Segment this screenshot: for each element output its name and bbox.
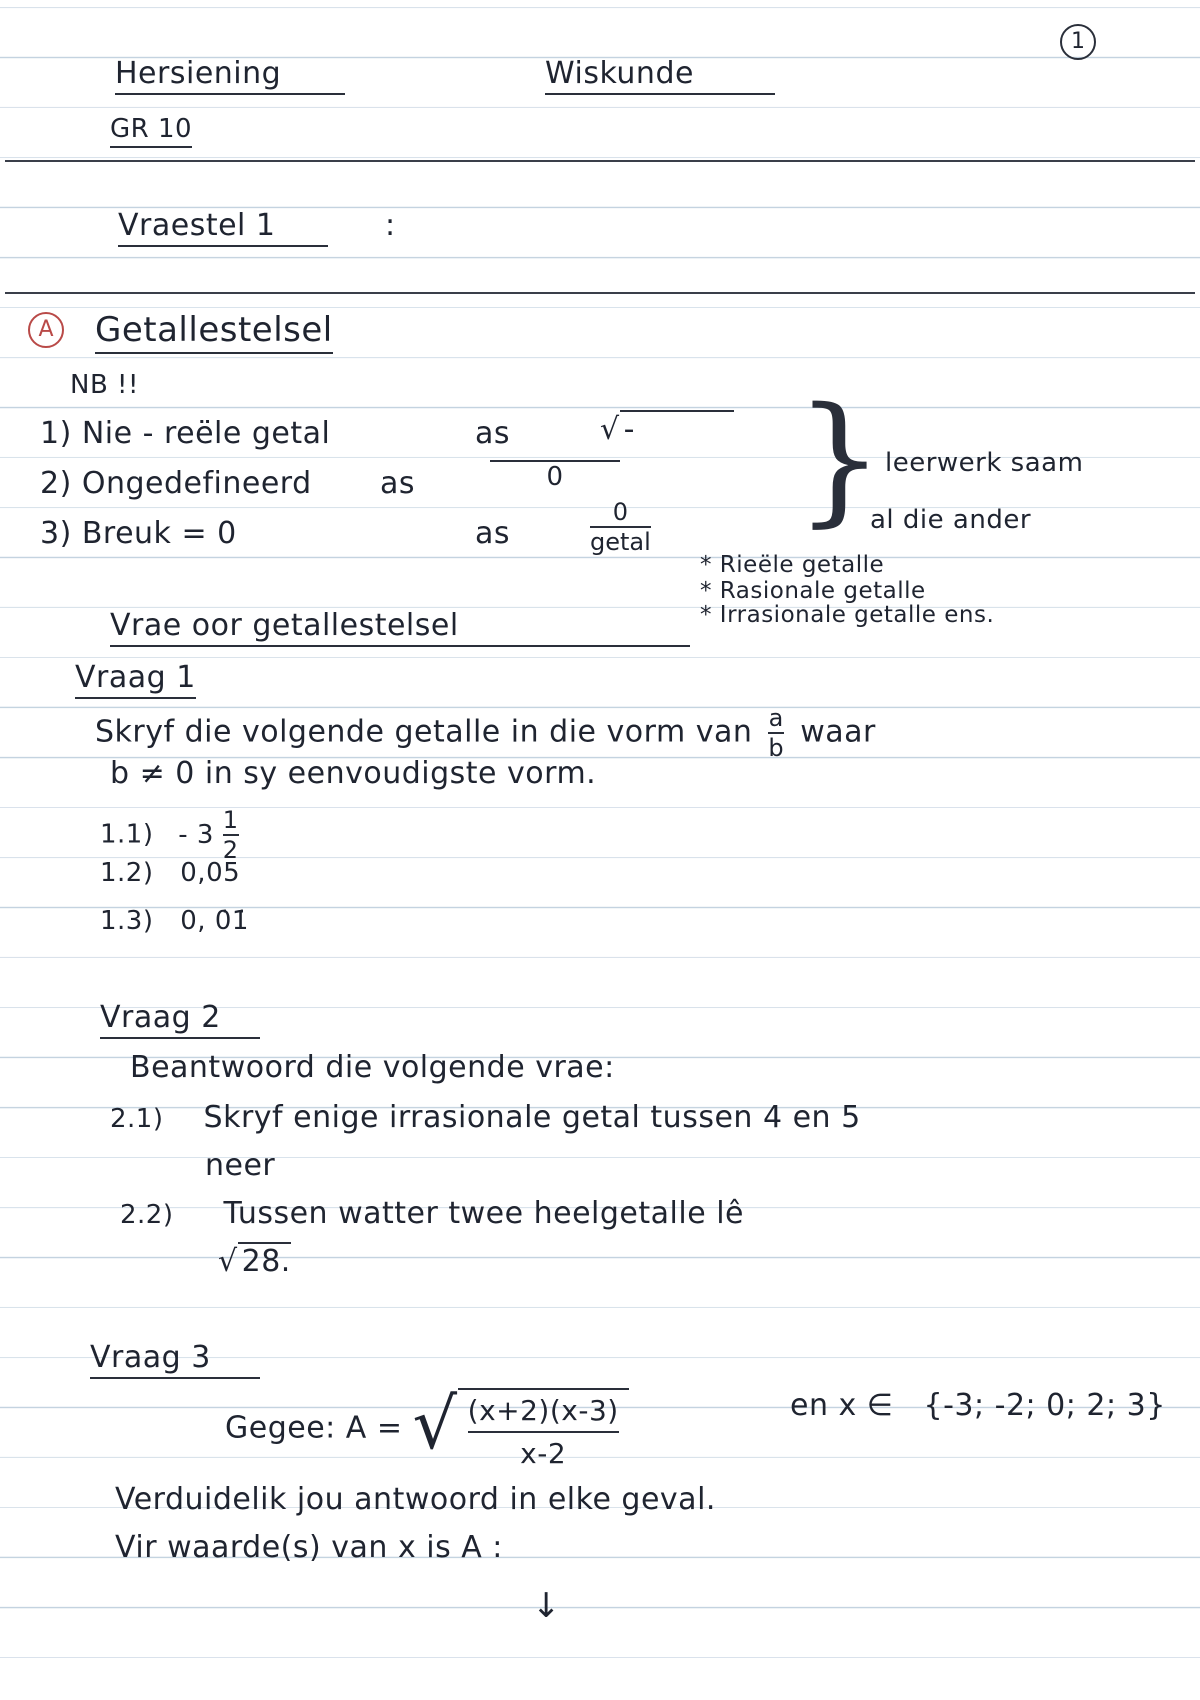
page-heading-left: Hersiening [115, 56, 345, 95]
rule-item-2-math [490, 460, 620, 492]
header-divider [5, 160, 1195, 162]
q3-sqrt-symbol: √ [412, 1383, 458, 1465]
brace-note-1: leerwerk saam [885, 448, 1084, 478]
question-2-instruction: Beantwoord die volgende vrae: [130, 1050, 615, 1085]
number-type-2: * Rasionale getalle [700, 578, 926, 604]
q2-item-2 [120, 1196, 744, 1231]
nb-note: NB !! [70, 370, 139, 400]
rule-item-2-as: as [380, 466, 416, 501]
part-badge [28, 312, 64, 348]
rule-item-1-math [600, 410, 734, 447]
q1-item-2 [100, 858, 240, 888]
part-letter: A [28, 312, 64, 348]
number-type-3: * Irrasionale getalle ens. [700, 602, 995, 628]
q1-item-3 [100, 906, 249, 936]
rule-item-3-math [590, 500, 651, 554]
q3-instruction-1: Verduidelik jou antwoord in elke geval. [115, 1482, 716, 1517]
questions-heading: Vrae oor getallestelsel [110, 608, 690, 647]
q2-item-2-math [218, 1244, 291, 1279]
q3-fraction-bar [468, 1431, 619, 1433]
brace-note-2: al die ander [870, 505, 1032, 535]
rule-item-3: 3) Breuk = 0 [40, 516, 237, 551]
right-brace: } [795, 378, 885, 541]
question-1-instruction-1 [95, 706, 876, 760]
frac-denominator: getal [590, 528, 651, 556]
q1-instr-end: waar [800, 714, 876, 750]
frac-numerator: 0 [612, 498, 629, 526]
page-number-badge [1060, 24, 1096, 60]
a-over-b [768, 706, 784, 760]
q3-numerator: (x+2)(x-3) [467, 1394, 619, 1427]
subject-title: Wiskunde [545, 56, 775, 95]
question-1-instruction-2: b ≠ 0 in sy eenvoudigste vorm. [110, 756, 597, 791]
rule-item-3-as: as [475, 516, 511, 551]
q1-item-1-num: 1 [222, 806, 239, 834]
q1-item-2-label: 1.2) [100, 858, 154, 888]
q1-item-1 [100, 808, 239, 862]
q1-item-1-whole: - 3 [178, 819, 214, 850]
rule-item-1: 1) Nie - reële getal [40, 416, 331, 451]
q3-instruction-2: Vir waarde(s) van x is A : [115, 1530, 503, 1565]
rule-item-2: 2) Ongedefineerd [40, 466, 312, 501]
q2-item-1 [110, 1100, 861, 1135]
q1-item-3-label: 1.3) [100, 906, 154, 936]
q3-domain-prefix: en x ∈ [790, 1388, 894, 1423]
part-title: Getallestelsel [95, 310, 333, 354]
q2-item-2-label: 2.2) [120, 1200, 174, 1230]
grade-label: GR 10 [110, 114, 192, 148]
q1-item-1-label: 1.1) [100, 819, 154, 850]
q2-item-1-cont: neer [205, 1148, 276, 1183]
sqrt-symbol: √ [600, 412, 620, 447]
sqrt-minus: - [620, 410, 734, 447]
section-colon: : [385, 208, 396, 243]
q3-denominator: x-2 [520, 1437, 567, 1470]
q3-given-label: Gegee: A = [225, 1410, 403, 1446]
q2-item-2-text: Tussen watter twee heelgetalle lê [223, 1196, 744, 1231]
q3-given [225, 1383, 629, 1470]
question-3-title: Vraag 3 [90, 1340, 260, 1379]
section-divider [5, 292, 1195, 294]
q3-domain-set: {-3; -2; 0; 2; 3} [923, 1388, 1166, 1423]
q1-item-1-den: 2 [222, 836, 239, 864]
sqrt-28: 28. [238, 1242, 291, 1279]
q1-item-3-value: 0, 0̇1̇ [180, 906, 249, 936]
zero-over-getal [590, 500, 651, 554]
q2-item-1-text: Skryf enige irrasionale getal tussen 4 en 5 [203, 1100, 861, 1135]
q3-expression [412, 1383, 629, 1470]
b-denominator: b [768, 734, 785, 762]
question-1-title: Vraag 1 [75, 660, 196, 699]
q3-radicand [458, 1388, 629, 1470]
rule-item-1-as: as [475, 416, 511, 451]
a-numerator: a [768, 704, 784, 732]
q1-item-2-value: 0,05 [180, 858, 241, 888]
zero-denominator: 0 [546, 462, 564, 492]
q3-domain [790, 1388, 1166, 1423]
question-2-title: Vraag 2 [100, 1000, 260, 1039]
q1-instr-text: Skryf die volgende getalle in die vorm van [95, 714, 753, 750]
down-arrow-icon: ↓ [532, 1586, 561, 1626]
sqrt-28-symbol: √ [218, 1244, 238, 1279]
section-title: Vraestel 1 [118, 208, 328, 247]
number-type-1: * Rieële getalle [700, 552, 885, 578]
q2-item-1-label: 2.1) [110, 1104, 164, 1134]
q1-item-1-frac [223, 808, 239, 862]
page-number: 1 [1060, 24, 1096, 60]
